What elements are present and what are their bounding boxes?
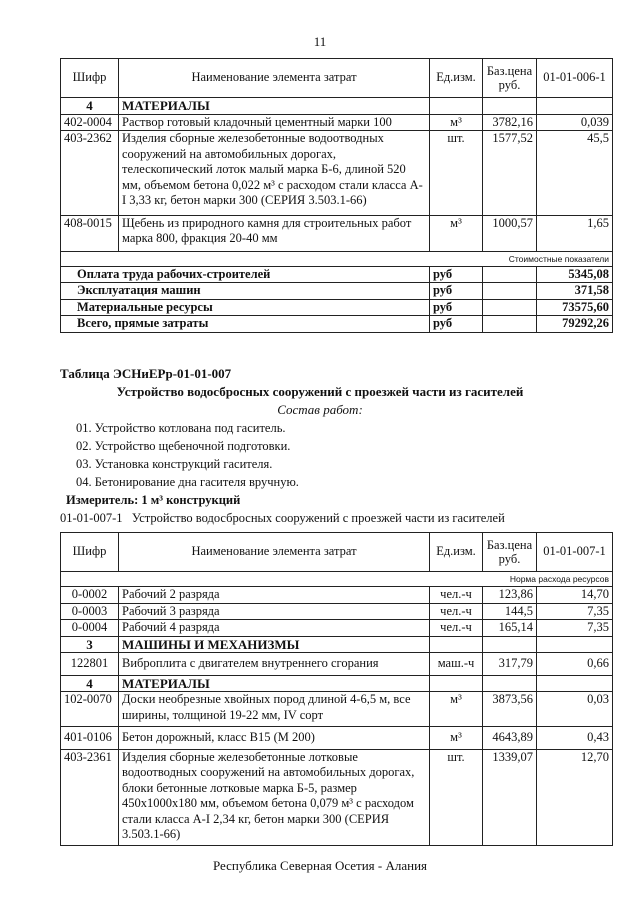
row-price: 144,5 [483,603,537,620]
row-price: 4643,89 [483,727,537,750]
row-unit: м³ [430,692,483,727]
work-step: 01. Устройство котлована под гаситель. [76,421,286,435]
row-price: 1000,57 [483,215,537,251]
row-name: Рабочий 3 разряда [119,603,430,620]
row-qty: 1,65 [537,215,613,251]
work-step: 02. Устройство щебеночной подготовки. [76,439,291,453]
header-unit: Ед.изм. [430,533,483,572]
row-name: Рабочий 4 разряда [119,620,430,637]
row-qty: 45,5 [537,131,613,216]
norm-code-line: 01-01-007-1 Устройство водосбросных сооружений с проезжей части из гасителей [60,511,505,525]
header-norm: 01-01-007-1 [537,533,613,572]
row-unit: м³ [430,215,483,251]
row-price: 3782,16 [483,114,537,131]
total-unit: руб [430,299,483,316]
total-label: Материальные ресурсы [61,299,430,316]
row-qty: 0,03 [537,692,613,727]
row-code: 0-0002 [61,587,119,604]
resource-table-1 [60,58,613,333]
table-row [61,620,613,637]
row-name: Доски необрезные хвойных пород длиной 4-6,5 м, все ширины, толщиной 19-22 мм, IV сорт [119,692,430,727]
header-code: Шифр [61,533,119,572]
row-code: 403-2362 [61,131,119,216]
total-row [61,299,613,316]
total-value: 371,58 [537,283,613,300]
row-name: Рабочий 2 разряда [119,587,430,604]
row-price: 1577,52 [483,131,537,216]
row-code: 0-0003 [61,603,119,620]
resource-table-2 [60,532,613,846]
header-price: Баз.цена руб. [483,59,537,98]
cost-indicators-label: Стоимостные показатели [61,251,613,266]
row-price: 1339,07 [483,749,537,845]
table-row [61,215,613,251]
table-row [61,653,613,676]
row-code: 0-0004 [61,620,119,637]
row-qty: 0,66 [537,653,613,676]
row-price: 123,86 [483,587,537,604]
row-unit: чел.-ч [430,603,483,620]
row-qty: 7,35 [537,603,613,620]
row-price: 165,14 [483,620,537,637]
total-unit: руб [430,316,483,333]
section-title: МАШИНЫ И МЕХАНИЗМЫ [119,636,430,653]
row-unit: чел.-ч [430,587,483,604]
page-number: 11 [313,34,327,49]
composition-label: Состав работ: [277,402,363,417]
total-label: Эксплуатация машин [61,283,430,300]
row-name: Раствор готовый кладочный цементный марки 100 [119,114,430,131]
row-unit: м³ [430,727,483,750]
row-code: 408-0015 [61,215,119,251]
row-code: 402-0004 [61,114,119,131]
header-price: Баз.цена руб. [483,533,537,572]
table-row [61,603,613,620]
total-unit: руб [430,283,483,300]
total-label: Оплата труда рабочих-строителей [61,266,430,283]
table-row [61,727,613,750]
page-footer: Республика Северная Осетия - Алания [212,858,428,873]
table-row [61,749,613,845]
section-number: 4 [61,98,119,115]
section-number: 4 [61,675,119,692]
row-code: 401-0106 [61,727,119,750]
total-unit: руб [430,266,483,283]
section-title: МАТЕРИАЛЫ [119,675,430,692]
section-heading: Устройство водосбросных сооружений с проезжей части из гасителей [116,384,524,399]
row-unit: шт. [430,131,483,216]
table-row [61,131,613,216]
row-price: 3873,56 [483,692,537,727]
total-row [61,316,613,333]
row-name: Щебень из природного камня для строительных работ марка 800, фракция 20-40 мм [119,215,430,251]
row-qty: 7,35 [537,620,613,637]
row-qty: 0,43 [537,727,613,750]
total-value: 5345,08 [537,266,613,283]
header-name: Наименование элемента затрат [119,59,430,98]
norm-rate-label: Норма расхода ресурсов [61,572,613,587]
section-title: МАТЕРИАЛЫ [119,98,430,115]
row-unit: шт. [430,749,483,845]
table-title: Таблица ЭСНиЕРр-01-01-007 [60,366,232,381]
row-price: 317,79 [483,653,537,676]
total-value: 73575,60 [537,299,613,316]
header-norm: 01-01-006-1 [537,59,613,98]
row-name: Изделия сборные железобетонные лотковые водоотводных сооружений на автомобильных дорогах, блоки бетонные лотковые марка Б-5, размер 450х1000х180 мм, объемом бетона 0,079 м³ с расходом стали класса А-I 2,34 кг, бетон марки 300 (СЕРИЯ 3.503.1-66) [119,749,430,845]
row-unit: м³ [430,114,483,131]
meter-label: Измеритель: 1 м³ конструкций [66,493,241,507]
work-step: 03. Установка конструкций гасителя. [76,457,273,471]
section-number: 3 [61,636,119,653]
total-row [61,266,613,283]
table-row [61,587,613,604]
work-step: 04. Бетонирование дна гасителя вручную. [76,475,299,489]
header-code: Шифр [61,59,119,98]
row-name: Виброплита с двигателем внутреннего сгорания [119,653,430,676]
total-row [61,283,613,300]
total-label: Всего, прямые затраты [61,316,430,333]
row-name: Изделия сборные железобетонные водоотводных сооружений на автомобильных дорогах, телескопический лоток малый марка Б-6, длиной 520 мм, объемом бетона 0,022 м³ с расходом стали класса А-I 3,33 кг, бетон марки 300 (СЕРИЯ 3.503.1-66) [119,131,430,216]
row-code: 102-0070 [61,692,119,727]
row-qty: 14,70 [537,587,613,604]
row-name: Бетон дорожный, класс В15 (М 200) [119,727,430,750]
row-unit: маш.-ч [430,653,483,676]
table-row [61,692,613,727]
header-name: Наименование элемента затрат [119,533,430,572]
row-code: 403-2361 [61,749,119,845]
table-row [61,114,613,131]
header-unit: Ед.изм. [430,59,483,98]
row-code: 122801 [61,653,119,676]
total-value: 79292,26 [537,316,613,333]
row-qty: 0,039 [537,114,613,131]
row-unit: чел.-ч [430,620,483,637]
row-qty: 12,70 [537,749,613,845]
